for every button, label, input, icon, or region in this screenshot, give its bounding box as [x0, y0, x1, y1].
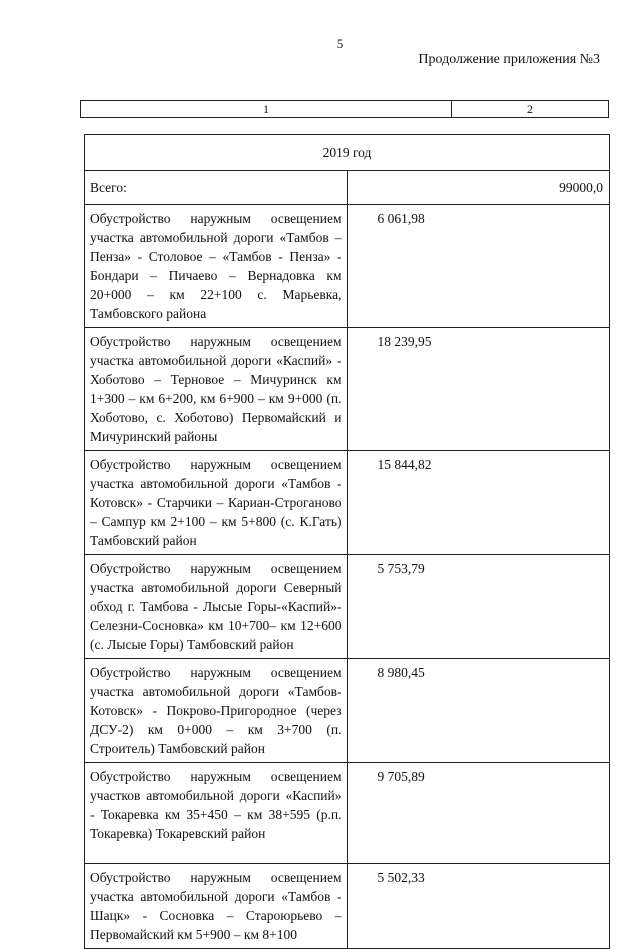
row-description: Обустройство наружным освещением участка автомобильной дороги «Тамбов – Пенза» - Столовое – «Тамбов - Пенза» - Бондари – Пичаево – Вернадовка км 20+000 – км 22+100 с. Марьевка, Тамбовского района: [85, 205, 348, 328]
appendix-title: Продолжение приложения №3: [418, 52, 600, 67]
row-description: Обустройство наружным освещением участка автомобильной дороги «Тамбов - Шацк» - Сосновка – Староюрьево – Первомайский км 5+900 – км 8+100: [85, 864, 348, 949]
row-amount: 5 502,33: [347, 864, 610, 949]
row-amount: 9 705,89: [347, 763, 610, 864]
row-amount: 5 753,79: [347, 555, 610, 659]
row-amount: 6 061,98: [347, 205, 610, 328]
funding-table: [84, 134, 610, 949]
year-label: 2019 год: [85, 135, 610, 171]
row-amount: 15 844,82: [347, 451, 610, 555]
total-value: 99000,0: [347, 171, 610, 205]
table-row: [85, 555, 610, 659]
column-header-table: [80, 100, 609, 118]
column-header-2: 2: [451, 101, 608, 118]
table-row: [85, 659, 610, 763]
row-description: Обустройство наружным освещением участка автомобильной дороги «Тамбов - Котовск» - Старчики – Кариан-Строганово – Сампур км 2+100 – км 5+800 (с. К.Гать) Тамбовский район: [85, 451, 348, 555]
table-row: [85, 451, 610, 555]
table-row: [85, 763, 610, 864]
year-row: [85, 135, 610, 171]
column-header-row: [81, 101, 609, 118]
row-description: Обустройство наружным освещением участка автомобильной дороги Северный обход г. Тамбова - Лысые Горы-«Каспий»-Селезни-Сосновка» км 10+700– км 12+600 (с. Лысые Горы) Тамбовский район: [85, 555, 348, 659]
row-description: Обустройство наружным освещением участка автомобильной дороги «Каспий» - Хоботово – Терновое – Мичуринск км 1+300 – км 6+200, км 6+900 – км 9+000 (п. Хоботово, с. Хоботово) Первомайский и Мичуринский районы: [85, 328, 348, 451]
table-row: [85, 328, 610, 451]
row-description: Обустройство наружным освещением участка автомобильной дороги «Тамбов-Котовск» - Покрово-Пригородное (через ДСУ-2) км 0+000 – км 3+700 (п. Строитель) Тамбовский район: [85, 659, 348, 763]
row-description: Обустройство наружным освещением участков автомобильной дороги «Каспий» - Токаревка км 35+450 – км 38+595 (р.п. Токаревка) Токаревский район: [85, 763, 348, 864]
column-header-1: 1: [81, 101, 452, 118]
page-number: 5: [336, 36, 344, 51]
row-amount: 18 239,95: [347, 328, 610, 451]
table-row: [85, 205, 610, 328]
row-amount: 8 980,45: [347, 659, 610, 763]
total-label: Всего:: [85, 171, 348, 205]
table-row: [85, 864, 610, 949]
total-row: [85, 171, 610, 205]
